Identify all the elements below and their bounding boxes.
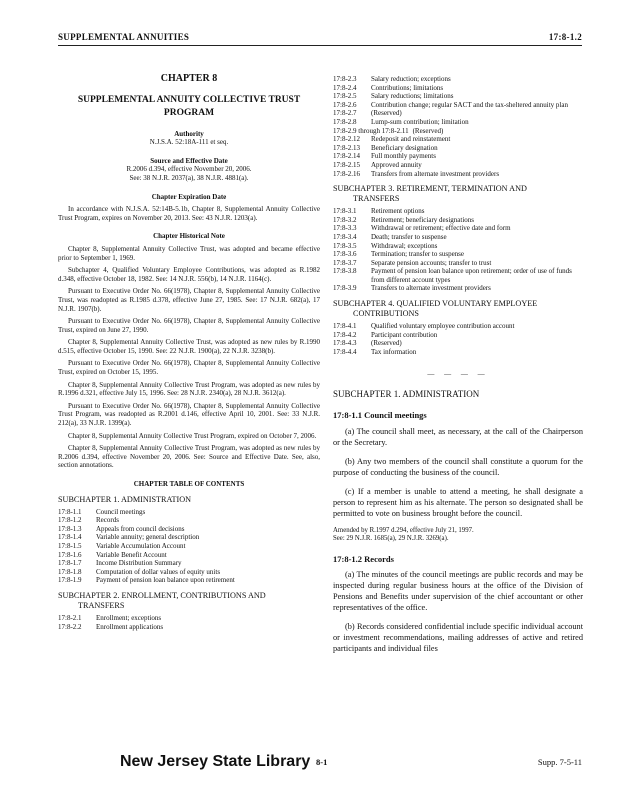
toc-entry-number: 17:8-3.8	[333, 267, 357, 276]
toc-entry-number: 17:8-4.3	[333, 339, 357, 348]
paragraph: (c) If a member is unable to attend a meeting, he shall designate a person to represent him as his alternate. The person so designated shall be permitted to vote on business brought before the council.	[333, 486, 583, 518]
toc-entry-title: Computation of dollar values of equity units	[96, 567, 221, 576]
toc-entry-title: Retirement; beneficiary designations	[371, 215, 475, 224]
toc-entry	[333, 144, 583, 153]
expiration-heading: Chapter Expiration Date	[151, 192, 227, 201]
history-notes	[58, 245, 320, 470]
history-heading: Chapter Historical Note	[153, 232, 225, 241]
toc-entry	[333, 242, 583, 251]
toc-entry-title: (Reserved)	[371, 109, 402, 118]
toc-entry	[333, 207, 583, 216]
toc-entry	[333, 339, 583, 348]
toc-entry-title: Participant contribution	[371, 330, 438, 339]
toc-entry-title: Contribution change; regular SACT and the tax-sheltered annuity plan	[371, 100, 568, 109]
toc-entry-title: Transfers from alternate investment providers	[371, 169, 500, 178]
chapter-title-line1: SUPPLEMENTAL ANNUITY COLLECTIVE TRUST	[77, 94, 301, 105]
toc-entry-number: 17:8-2.4	[333, 83, 357, 92]
history-note: Pursuant to Executive Order No. 66(1978), Chapter 8, Supplemental Annuity Collective Trust, was readopted as R.1985 d.378, effective June 27, 1985. See: 17 N.J.R. 682(a), 17 N.J.R. 1907(b).	[58, 287, 320, 313]
history-note: Pursuant to Executive Order No. 66(1978), Chapter 8, Supplemental Annuity Collective Trust, expired on June 27, 1990.	[58, 317, 320, 334]
expiration-text: In accordance with N.J.S.A. 52:14B-5.1b, Chapter 8, Supplemental Annuity Collective Trust Program, expires on November 20, 2013. See: 43 N.J.R. 1203(a).	[58, 205, 320, 222]
toc-list	[58, 508, 320, 585]
toc-entry-number: 17:8-2.7	[333, 109, 357, 118]
toc-entry-number: 17:8-2.2	[58, 622, 82, 631]
left-column	[58, 75, 320, 631]
toc-entry-number: 17:8-1.2	[58, 516, 82, 525]
source-see: See: 38 N.J.R. 2037(a), 38 N.J.R. 4881(a).	[129, 173, 249, 182]
right-column	[333, 75, 583, 662]
page-number: 8-1	[316, 757, 328, 767]
toc-entry-title: Redeposit and reinstatement	[371, 135, 451, 144]
toc-list	[333, 75, 583, 178]
toc-entry-number: 17:8-3.1	[333, 207, 357, 216]
toc-entry	[58, 568, 320, 577]
toc-entry	[58, 551, 320, 560]
history-note: Chapter 8, Supplemental Annuity Collective Trust, was adopted and became effective prior to September 1, 1969.	[58, 244, 320, 262]
toc-entry-number: 17:8-2.14	[333, 152, 361, 161]
toc-entry-title: Enrollment; exceptions	[96, 613, 162, 622]
toc-entry	[58, 614, 320, 623]
toc-entry-title: Death; transfer to suspense	[371, 232, 447, 241]
toc-subchapter-3	[333, 184, 583, 204]
toc-subchapter-1: SUBCHAPTER 1. ADMINISTRATION	[58, 494, 192, 504]
library-watermark: New Jersey State Library	[120, 753, 311, 770]
toc-entry-number: 17:8-1.6	[58, 550, 82, 559]
toc-subchapter-3-line1: SUBCHAPTER 3. RETIREMENT, TERMINATION AND	[333, 184, 527, 194]
amendment-line: Amended by R.1997 d.294, effective July 21, 1997.	[333, 526, 474, 534]
toc-entry	[333, 216, 583, 225]
toc-entry	[333, 118, 583, 127]
toc-entry	[333, 161, 583, 170]
history-note: Chapter 8, Supplemental Annuity Collective Trust Program, was adopted as new rules by R.2006 d.394, effective November 20, 2006. See: Source and Effective Date. See, also, section annotations.	[58, 444, 320, 470]
history-note: Subchapter 4, Qualified Voluntary Employee Contributions, was adopted as R.1982 d.348, effective October 18, 1982. See: 14 N.J.R. 556(b), 14 N.J.R. 1164(c).	[58, 266, 320, 283]
toc-entry-title: Salary reductions; limitations	[371, 92, 454, 101]
toc-list	[58, 614, 320, 631]
history-note: Chapter 8, Supplemental Annuity Collective Trust Program, expired on October 7, 2006.	[68, 431, 317, 440]
toc-entry-title: Retirement options	[371, 207, 425, 216]
toc-entry	[333, 250, 583, 259]
page-footer	[58, 753, 582, 775]
toc-entry-title: Approved annuity	[371, 160, 422, 169]
toc-entry-title: Contributions; limitations	[371, 83, 444, 92]
toc-entry	[333, 75, 583, 84]
toc-entry	[58, 525, 320, 534]
history-note: Chapter 8, Supplemental Annuity Collective Trust Program, was adopted as new rules by R.1996 d.321, effective July 15, 1996. See: 28 N.J.R. 2340(a), 28 N.J.R. 3612(a).	[58, 380, 320, 398]
toc-entry-number: 17:8-2.13	[333, 143, 361, 152]
toc-entry-number: 17:8-2.6	[333, 100, 357, 109]
toc-entry	[333, 92, 583, 101]
toc-entry-number: 17:8-3.4	[333, 232, 357, 241]
toc-entry-title: Beneficiary designation	[371, 143, 438, 152]
toc-entry-number: 17:8-2.8	[333, 117, 357, 126]
toc-entry-title: Separate pension accounts; transfer to trust	[371, 258, 492, 267]
toc-entry-number: 17:8-4.2	[333, 330, 357, 339]
toc-subchapter-2-line2: TRANSFERS	[78, 600, 125, 610]
toc-entry	[333, 109, 583, 118]
toc-entry-title: Payment of pension loan balance upon retirement	[96, 576, 235, 585]
paragraph: (a) The council shall meet, as necessary, at the call of the Chairperson or the Secretary.	[333, 426, 583, 447]
toc-entry-number: 17:8-3.6	[333, 250, 357, 259]
toc-entry	[333, 101, 583, 110]
toc-entry-number: 17:8-2.9 through 17:8-2.11	[333, 126, 409, 135]
toc-entry-title: (Reserved)	[371, 339, 402, 348]
toc-entry-number: 17:8-4.1	[333, 322, 357, 331]
toc-entry-number: 17:8-2.16	[333, 169, 361, 178]
section-heading: 17:8-1.2 Records	[333, 553, 394, 564]
toc-entry-title: Lump-sum contribution; limitation	[371, 117, 469, 126]
toc-entry-number: 17:8-3.5	[333, 241, 357, 250]
chapter-number: CHAPTER 8	[160, 73, 218, 84]
toc-entry	[58, 533, 320, 542]
toc-entry-number: 17:8-2.5	[333, 92, 357, 101]
toc-entry	[58, 516, 320, 525]
toc-entry-number: 17:8-2.15	[333, 160, 361, 169]
authority-text: N.J.S.A. 52:18A-111 et seq.	[149, 138, 229, 147]
toc-entry-number: 17:8-1.1	[58, 507, 82, 516]
history-note: Pursuant to Executive Order No. 66(1978), Chapter 8, Supplemental Annuity Collective Trust Program, was readopted as R.2001 d.146, effective April 10, 2001. See: 33 N.J.R. 212(a), 33 N.J.R. 1399(a).	[58, 401, 320, 428]
toc-entry-number: 17:8-1.4	[58, 533, 82, 542]
toc-entry	[333, 322, 583, 331]
toc-entry	[58, 559, 320, 568]
toc-entry	[58, 576, 320, 585]
source-text: R.2006 d.394, effective November 20, 2006.	[126, 165, 252, 174]
toc-subchapter-3-line2: TRANSFERS	[353, 194, 400, 204]
toc-entry	[333, 152, 583, 161]
paragraph: (a) The minutes of the council meetings are public records and may be inspected during regular business hours at the office of the Division of Pensions and Benefits under supervision of the chief accountant or other representatives of the office.	[333, 570, 583, 613]
paragraph: (b) Any two members of the council shall constitute a quorum for the purpose of conducting the business of the council.	[333, 456, 583, 477]
header-rule	[58, 45, 582, 46]
toc-heading: CHAPTER TABLE OF CONTENTS	[133, 480, 245, 488]
toc-entry	[333, 259, 583, 268]
toc-entry	[58, 623, 320, 632]
toc-entry-title: Withdrawal or retirement; effective date and form	[371, 224, 511, 233]
toc-entry	[333, 233, 583, 242]
toc-entry-title: (Reserved)	[412, 126, 444, 135]
toc-entry-title: Variable Accumulation Account	[96, 541, 186, 550]
toc-entry-title: Termination; transfer to suspense	[371, 250, 465, 259]
paragraph: (b) Records considered confidential include specific individual account or investment recommendations, mailing addresses of active and retired participants and individual files	[333, 622, 583, 654]
toc-entry-number: 17:8-3.9	[333, 284, 357, 293]
subchapter-1-heading: SUBCHAPTER 1. ADMINISTRATION	[333, 389, 480, 400]
history-note: Pursuant to Executive Order No. 66(1978), Chapter 8, Supplemental Annuity Collective Trust, expired on October 15, 1995.	[58, 359, 320, 377]
toc-entry-number: 17:8-1.3	[58, 524, 82, 533]
toc-entry	[333, 348, 583, 357]
authority-heading: Authority	[174, 129, 204, 138]
toc-entry	[333, 267, 583, 284]
toc-entry-number: 17:8-2.3	[333, 75, 357, 83]
header-title: SUPPLEMENTAL ANNUITIES	[58, 32, 190, 42]
toc-entry-title: Enrollment applications	[96, 622, 164, 631]
toc-entry	[333, 127, 583, 136]
toc-entry-number: 17:8-3.3	[333, 224, 357, 233]
toc-list	[333, 322, 583, 356]
toc-entry-number: 17:8-3.7	[333, 258, 357, 267]
section-divider: — — — —	[427, 370, 489, 379]
source-heading: Source and Effective Date	[150, 156, 228, 165]
toc-entry-number: 17:8-1.9	[58, 576, 82, 585]
toc-entry-number: 17:8-3.2	[333, 215, 357, 224]
toc-subchapter-2	[58, 591, 320, 611]
toc-entry	[333, 135, 583, 144]
toc-entry	[333, 84, 583, 93]
toc-entry-title: Payment of pension loan balance upon retirement; order of use of funds from different account types	[371, 267, 572, 284]
toc-subchapter-4-line2: CONTRIBUTIONS	[353, 309, 419, 319]
toc-entry-title: Qualified voluntary employee contribution account	[371, 322, 515, 331]
toc-subchapter-2-line1: SUBCHAPTER 2. ENROLLMENT, CONTRIBUTIONS AND	[58, 590, 266, 600]
amendment-note	[333, 527, 583, 543]
toc-entry-number: 17:8-1.7	[58, 559, 82, 568]
toc-entry-title: Records	[96, 516, 119, 525]
toc-list	[333, 207, 583, 293]
toc-entry-title: Council meetings	[96, 507, 146, 516]
toc-entry-title: Withdrawal; exceptions	[371, 241, 438, 250]
chapter-title-line2: PROGRAM	[163, 107, 215, 118]
toc-entry	[333, 170, 583, 179]
amendment-see: See: 29 N.J.R. 1685(a), 29 N.J.R. 3269(a).	[333, 534, 449, 542]
toc-entry-title: Tax information	[371, 347, 417, 356]
toc-subchapter-4	[333, 299, 583, 319]
supplement-date: Supp. 7-5-11	[537, 757, 582, 767]
toc-entry-title: Transfers to alternate investment providers	[371, 284, 491, 293]
toc-entry-number: 17:8-1.5	[58, 541, 82, 550]
toc-entry-number: 17:8-2.1	[58, 613, 82, 622]
toc-entry-title: Variable annuity; general description	[96, 533, 200, 542]
toc-entry-title: Appeals from council decisions	[96, 524, 185, 533]
toc-entry	[333, 331, 583, 340]
toc-entry-title: Salary reduction; exceptions	[371, 75, 451, 83]
toc-entry-number: 17:8-4.4	[333, 347, 357, 356]
history-note: Chapter 8, Supplemental Annuity Collective Trust, was adopted as new rules by R.1990 d.515, effective October 15, 1990. See: 22 N.J.R. 1900(a), 22 N.J.R. 3238(b).	[58, 338, 320, 355]
toc-entry-number: 17:8-1.8	[58, 567, 82, 576]
toc-entry-title: Full monthly payments	[371, 152, 436, 161]
toc-subchapter-4-line1: SUBCHAPTER 4. QUALIFIED VOLUNTARY EMPLOYEE	[333, 299, 538, 309]
toc-entry-title: Variable Benefit Account	[96, 550, 167, 559]
toc-entry-number: 17:8-2.12	[333, 135, 361, 144]
toc-entry	[333, 224, 583, 233]
section-heading: 17:8-1.1 Council meetings	[333, 410, 427, 421]
toc-entry	[333, 284, 583, 293]
toc-entry-title: Income Distribution Summary	[96, 559, 182, 568]
header-section: 17:8-1.2	[548, 32, 582, 42]
toc-entry	[58, 508, 320, 517]
toc-entry	[58, 542, 320, 551]
